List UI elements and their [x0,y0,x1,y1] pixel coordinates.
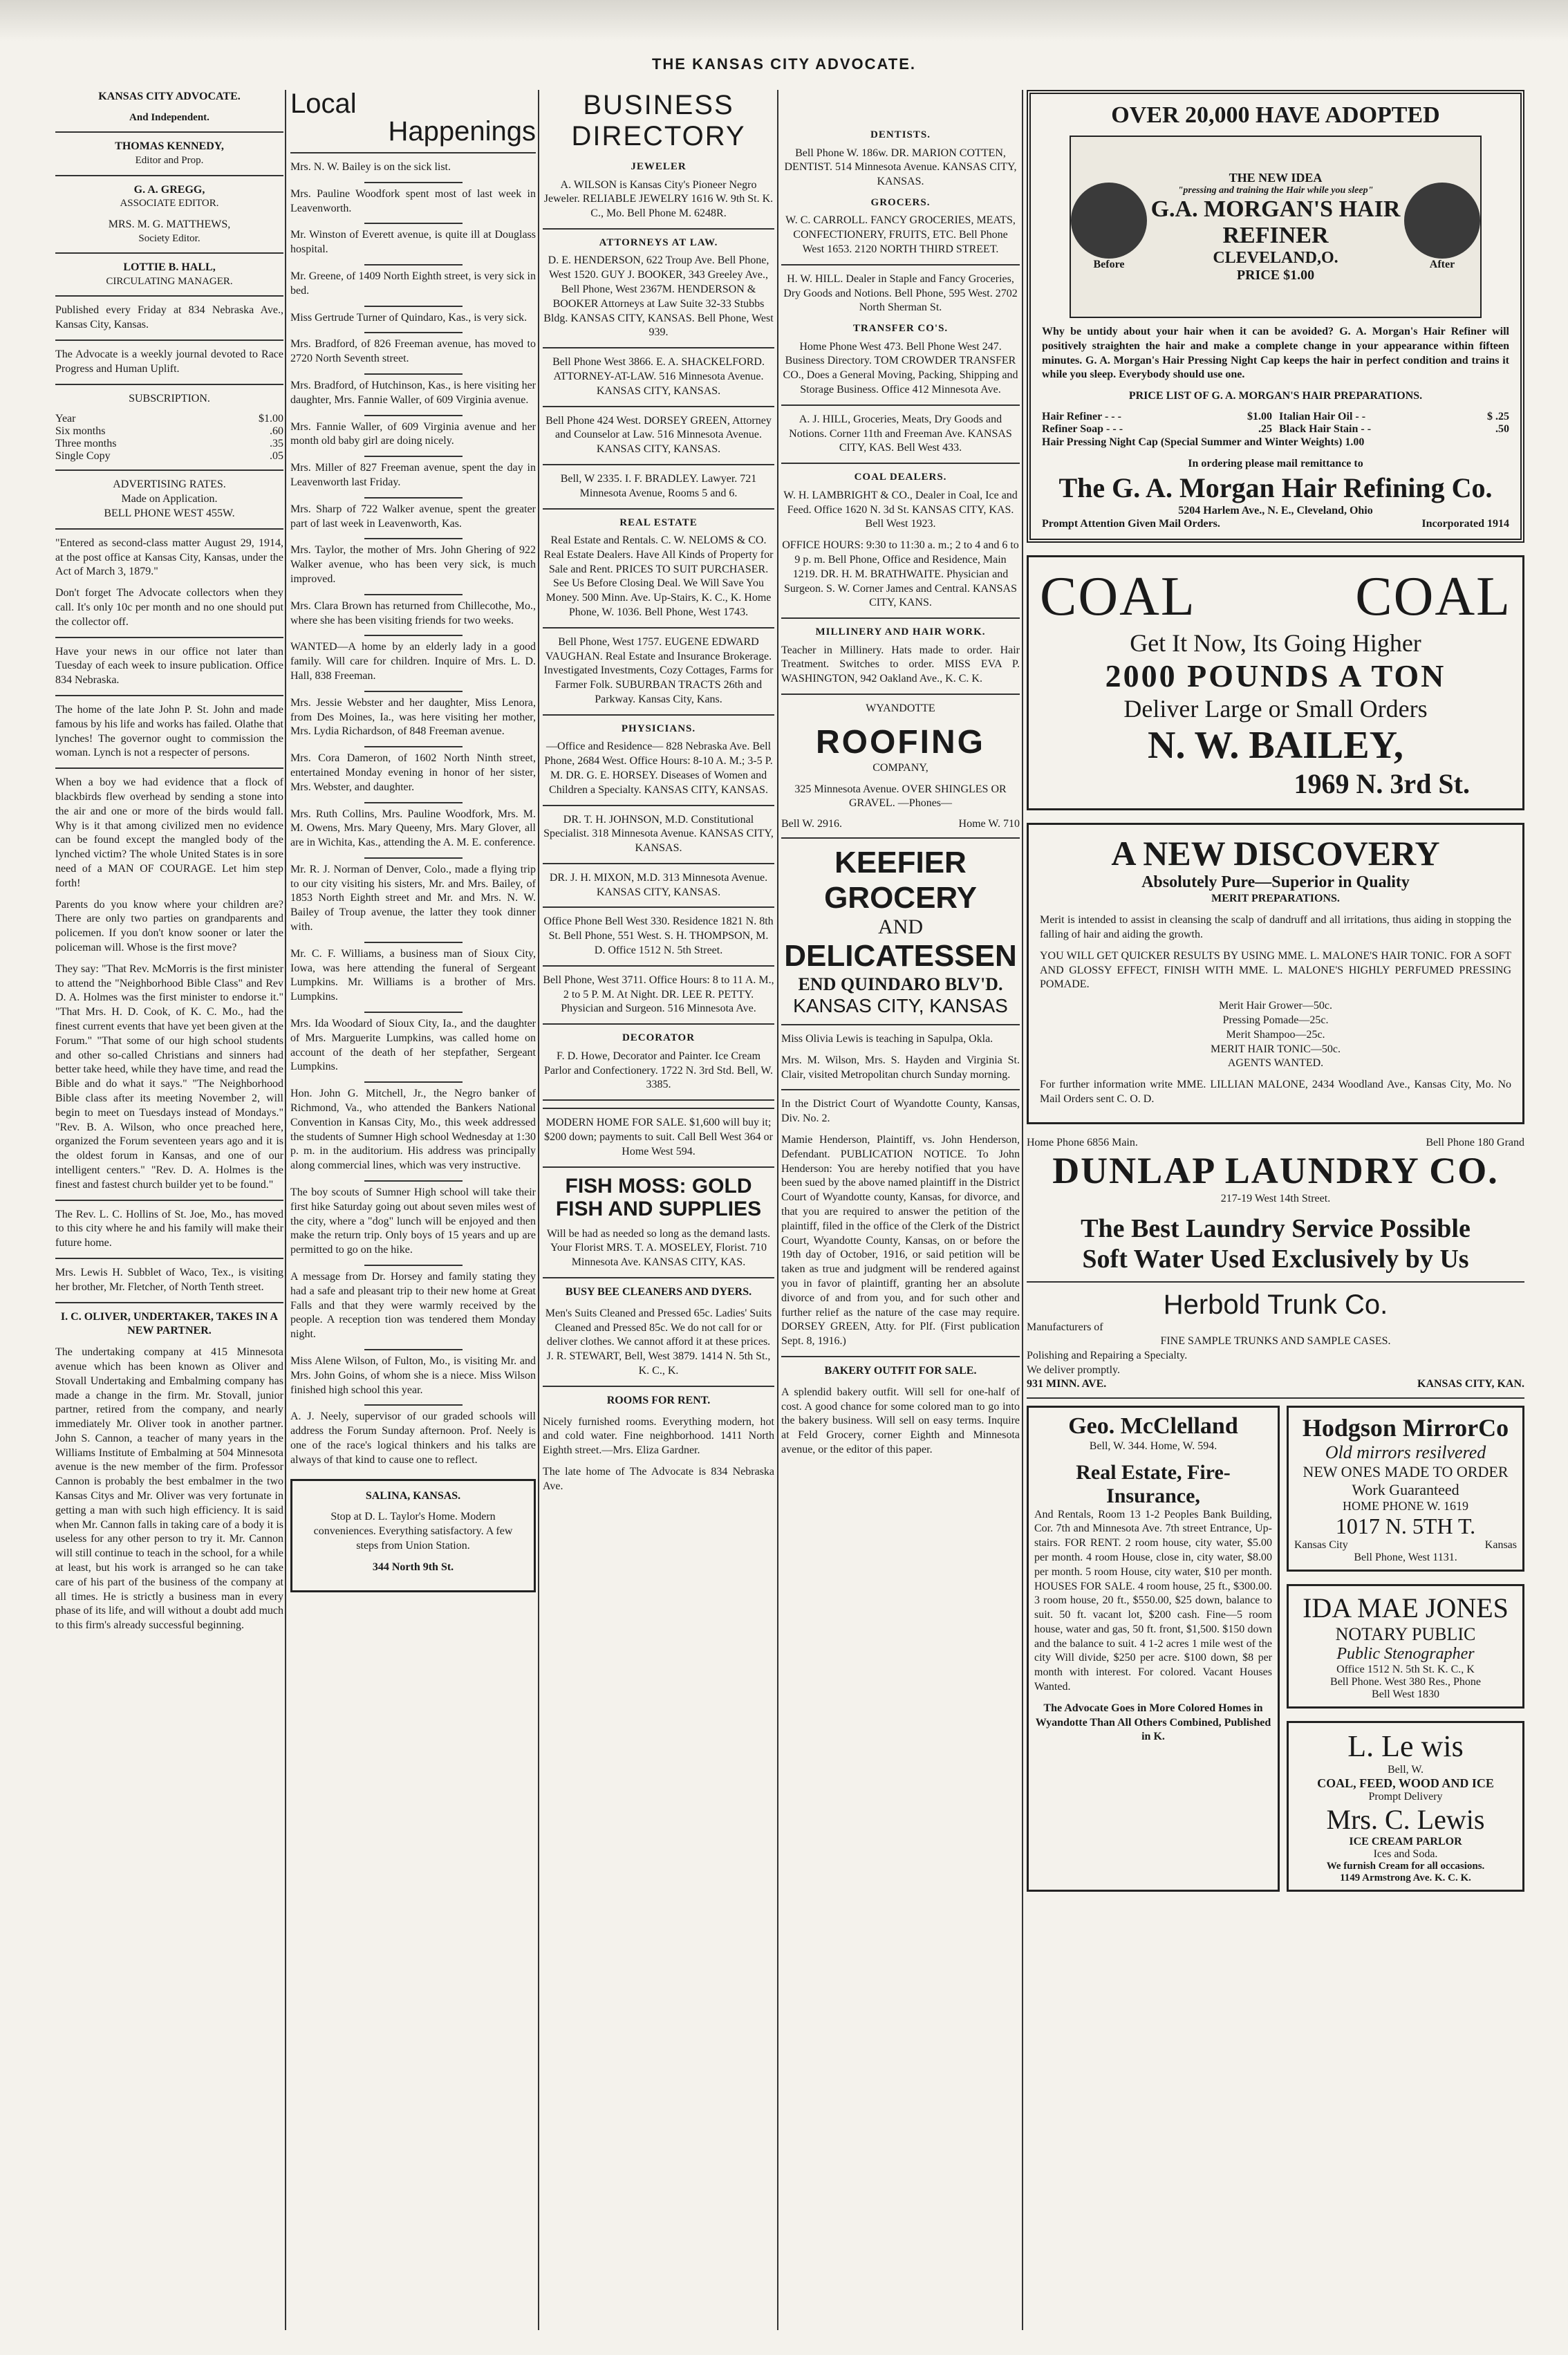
directory-heading: REAL ESTATE [619,516,698,528]
busy-bee-heading: BUSY BEE CLEANERS AND DYERS. [565,1285,752,1298]
court-notice: Mamie Henderson, Plaintiff, vs. John Henderson, Defendant. PUBLICATION NOTICE. To John Henderson: You are hereby notified that you have been sued by the above named plaintiff in the District Court of Wyandotte county, Kansas, for divorce, and that you are required to answer the petition of the plaintiff, filed in the office of the Clerk of the District Court, Wyandotte County, Kansas, on or before the 19th day of October, 1916, or said petition will be taken as true and judgment will be rendered against you in favor of plaintiff, granting her an absolute divorce of and from you, and for such other and further relief as the nature of the case may require. DORSEY GREEN, Atty. for Plf. (First publication Sept. 8, 1916.) [781,1133,1020,1348]
published-note: Published every Friday at 834 Nebraska Ave., Kansas City, Kansas. [55,304,283,331]
after-label: After [1429,259,1455,270]
staff-name: LOTTIE B. HALL, [123,261,216,274]
bottom-ads-row [1027,1406,1524,1904]
local-item: Mrs. Sharp of 722 Walker avenue, spent the greater part of last week in Leavenworth, Kas. [290,503,536,530]
salina-heading: SALINA, KANSAS. [365,1489,461,1502]
item-separator [364,264,463,266]
page-top-edge [0,0,1568,41]
millinery-heading: MILLINERY AND HAIR WORK. [815,626,986,638]
directory-entry: Bell Phone, West 3711. Office Hours: 8 to 11 A. M., 2 to 5 P. M. At Night. DR. LEE R. PETTY. Physician and Surgeon. 516 Minnesota Ave. [543,974,774,1015]
remit-note: In ordering please mail remittance to [1188,457,1363,469]
paper-subtitle: And Independent. [129,111,209,123]
advertising-line: Made on Application. [121,493,218,505]
item-separator [364,594,463,595]
dunlap-title: DUNLAP LAUNDRY CO. [1052,1149,1499,1191]
sub-label: Year [55,413,76,425]
herbold-repair: Polishing and Repairing a Specialty. [1027,1350,1188,1362]
lewis-ad [1287,1721,1524,1892]
column-rule [1022,90,1023,2330]
hodgson-address: 1017 N. 5TH T. [1335,1513,1476,1538]
bakery-text: A splendid bakery outfit. Will sell for one-half of cost. A good chance for some colored man to go into the bakery business. Will sell on easy terms. Inquire at Feld Grocery, corner Eighth and Minnesota avenue, or the editor of this paper. [781,1386,1020,1455]
discovery-info: For further information write MME. LILLIAN MALONE, 2434 Woodland Ave., Kansas City, Mo. No Mail Orders sent C. O. D. [1040,1079,1511,1105]
price-value: $1.00 [1247,410,1272,422]
mcclelland-ad [1027,1406,1280,1892]
discovery-ad [1027,823,1524,1124]
column-business-directory [543,90,774,1501]
salina-address: 344 North 9th St. [372,1561,454,1573]
keefier-delicatessen: DELICATESSEN [784,939,1017,974]
directory-entry: Real Estate and Rentals. C. W. NELOMS & CO. Real Estate Dealers. Have All Kinds of Property for Sale and Rent. PRICES TO SUIT PURCHASER. See Us Before Closing Deal. We Will Save You Money. 500 Minn. Ave. Up-Stairs, K. C., K. Home Phone, W. 1036. Bell Phone, West 1743. [543,534,774,619]
directory-heading: DECORATOR [622,1032,696,1044]
directory-separator [543,863,774,864]
directory-entry: D. E. HENDERSON, 622 Troup Ave. Bell Phone, West 1520. GUY J. BOOKER, 343 Greeley Ave., Bell Phone, West 2367M. HENDERSON & BOOKER Attorneys at Law Suite 32-33 Stubbs Bldg. KANSAS CITY, KANSAS. Bell Phone, West 939. [543,254,774,339]
staff-name: G. A. GREGG, [133,183,205,196]
directory-separator [543,406,774,407]
price-value: .25 [1258,422,1272,435]
price-row [1042,411,1509,423]
discovery-heading: A NEW DISCOVERY [1111,834,1440,873]
coal-bailey: N. W. BAILEY, [1148,724,1403,767]
directory-separator [543,1023,774,1025]
local-item: Mrs. Bradford, of Hutchinson, Kas., is here visiting her daughter, Mrs. Fannie Waller, of 609 Virginia avenue. [290,379,536,406]
ida-office: Office 1512 N. 5th St. K. C., K [1336,1663,1475,1675]
mcclelland-heading: Geo. McClelland [1068,1413,1238,1439]
mcclelland-goes: The Advocate Goes in More Colored Homes in Wyandotte Than All Others Combined, Published in K. [1035,1702,1271,1743]
entered-note: "Entered as second-class matter August 29, 1914, at the post office at Kansas City, Kansas, under the Act of March 3, 1879." [55,537,283,578]
lewis-mrs: Mrs. C. Lewis [1326,1803,1485,1835]
salina-box [290,1479,536,1592]
directory-separator [543,965,774,967]
staff-role: Editor and Prop. [135,155,204,167]
morgan-heading: OVER 20,000 HAVE ADOPTED [1111,102,1440,128]
dunlap-home-phone: Home Phone 6856 Main. [1027,1136,1138,1148]
local-item: Mrs. N. W. Bailey is on the sick list. [290,161,451,173]
late-home-note: The late home of The Advocate is 834 Nebraska Ave. [543,1465,774,1492]
oliver-heading: I. C. OLIVER, UNDERTAKER, TAKES IN A NEW PARTNER. [60,1310,279,1337]
price-list-heading: PRICE LIST OF G. A. MORGAN'S HAIR PREPARATIONS. [1128,390,1423,402]
hodgson-phone: HOME PHONE W. 1619 [1342,1498,1468,1513]
local-item: WANTED—A home by an elderly lady in a good family. Will care for children. Inquire of Mrs. L. D. Hall, 838 Freeman. [290,641,536,682]
item-separator [364,1265,463,1266]
directory-entry: A. WILSON is Kansas City's Pioneer Negro Jeweler. RELIABLE JEWELRY 1616 W. 9th St. K. C., Mo. Bell Phone M. 6248R. [543,178,774,220]
hodgson-bell: Bell Phone, West 1131. [1354,1551,1457,1563]
coal-dealers-heading: COAL DEALERS. [854,472,947,483]
item-separator [364,691,463,692]
directory-entry: Bell Phone, West 1757. EUGENE EDWARD VAUGHAN. Real Estate and Insurance Brokerage. Investigated Investments, Cozy Cottages, Farms for Farmer Folk. SUBURBAN TRACTS 26th and Parkway. Kansas City, Kans. [543,635,774,706]
morgan-company: The G. A. Morgan Hair Refining Co. [1058,472,1493,503]
directory-separator [543,1099,774,1101]
herbold-fine: FINE SAMPLE TRUNKS AND SAMPLE CASES. [1160,1335,1391,1348]
ida-mae-jones-ad [1287,1584,1524,1709]
directory-entry: F. D. Howe, Decorator and Painter. Ice Cream Parlor and Confectionery. 1722 N. 3rd Std. Bell, W. 3385. [544,1050,773,1091]
directory-heading: JEWELER [631,161,687,172]
staff-role: Society Editor. [138,232,200,244]
dentists-text: Bell Phone W. 186w. DR. MARION COTTEN, DENTIST. 514 Minnesota Avenue. KANSAS CITY, KANSAS. [784,147,1017,188]
local-item: Mr. R. J. Norman of Denver, Colo., made a flying trip to our city visiting his sisters, Mr. and Mrs. Bailey, of 1853 North Eighth street and Mr. and Mrs. N. W. Bailey of Troup avenue, the latter they took dinner with. [290,863,536,933]
local-item: Mrs. Miller of 827 Freeman avenue, spent the day in Leavenworth last Friday. [290,462,536,488]
coal-word-right: COAL [1355,566,1511,628]
wyandotte-label: WYANDOTTE [866,702,935,715]
directory-entry: Office Phone Bell West 330. Residence 1821 N. 8th St. Bell Phone, 551 West. S. H. THOMPSON, M. D. Office 1512 N. 5th Street. [543,915,774,957]
directory-entry: DR. J. H. MIXON, M.D. 313 Minnesota Avenue. KANSAS CITY, KANSAS. [549,871,768,898]
sub-label: Single Copy [55,450,111,463]
item-separator [364,1404,463,1406]
item-separator [364,223,463,224]
sub-price: $1.00 [259,413,283,425]
herbold-ad [1027,1290,1524,1390]
dunlap-bell-phone: Bell Phone 180 Grand [1426,1136,1524,1148]
directory-separator [543,508,774,510]
logo-price: PRICE $1.00 [1236,267,1315,283]
directory-entry: Bell Phone West 3866. E. A. SHACKELFORD. ATTORNEY-AT-LAW. 516 Minnesota Avenue. KANSAS CITY, KANSAS. [552,356,765,397]
after-portrait [1404,183,1480,259]
sub-price: .60 [270,425,283,438]
herbold-deliver: We deliver promptly. [1027,1363,1120,1376]
paper-name: KANSAS CITY ADVOCATE. [98,91,241,102]
directory-separator [543,464,774,465]
local-item: Mrs. Ida Woodard of Sioux City, Ia., and the daughter of Mrs. Marguerite Lumpkins, was called home on account of the death of her stepfather, Sergeant Lumpkins. [290,1018,536,1073]
salina-text: Stop at D. L. Taylor's Home. Modern conveniences. Everything satisfactory. A few steps from Union Station. [313,1511,513,1552]
sub-label: Six months [55,425,106,438]
coal-pounds: 2000 POUNDS A TON [1105,658,1446,694]
column-advertisements [1027,90,1524,1904]
discovery-quicker: YOU WILL GET QUICKER RESULTS BY USING MME. L. MALONE'S HAIR TONIC. FOR A SOFT AND GLOSSY EFFECT, FINISH WITH MME. L. MALONE'S HIGHLY PERFUMED PRESSING POMADE. [1040,949,1511,991]
transfer-heading: TRANSFER CO'S. [852,323,949,335]
herbold-manufacturers: Manufacturers of [1027,1321,1103,1333]
keefier-and: AND [878,915,923,939]
rooms-text: Nicely furnished rooms. Everything modern, hot and cold water. Fine neighborhood. 1411 North Eighth street.—Mrs. Eliza Gardner. [543,1415,774,1457]
column-rule [777,90,778,2330]
morgan-address: 5204 Harlem Ave., N. E., Cleveland, Ohio [1178,504,1373,516]
mcclelland-sub: Real Estate, Fire-Insurance, [1076,1460,1231,1507]
local-items-list [290,160,536,1468]
lewis-prompt: Prompt Delivery [1368,1790,1443,1803]
logo-top-text: THE NEW IDEA [1229,170,1323,185]
article-wilson: Mrs. M. Wilson, Mrs. S. Hayden and Virginia St. Clair, visited Metropolitan church Sunday morning. [781,1054,1020,1081]
item-separator [364,373,463,375]
staff-name: MRS. M. G. MATTHEWS, [108,218,231,230]
lewis-ice: ICE CREAM PARLOR [1349,1835,1462,1847]
before-portrait [1071,183,1147,259]
local-item: A. J. Neely, supervisor of our graded schools will address the Forum Sunday afternoon. Prof. Neely is one of the race's logical thinkers and his talks are always of that kind to cause one to reflect. [290,1411,536,1466]
dentists-heading: DENTISTS. [870,129,931,140]
business-directory-title: BUSINESS DIRECTORY [571,90,746,151]
hodgson-ad [1287,1406,1524,1572]
sub-price: .35 [270,438,283,450]
article-subblet: Mrs. Lewis H. Subblet of Waco, Tex., is visiting her brother, Mr. Fletcher, of North Tenth street. [55,1266,283,1293]
discovery-item: AGENTS WANTED. [1227,1057,1324,1070]
night-cap-price: Hair Pressing Night Cap (Special Summer and Winter Weights) 1.00 [1042,436,1365,448]
devoted-note: The Advocate is a weekly journal devoted to Race Progress and Human Uplift. [55,348,283,375]
ida-bell: Bell Phone. West 380 Res., Phone [1330,1675,1481,1688]
item-separator [364,1349,463,1350]
local-item: Mrs. Fannie Waller, of 609 Virginia avenue and her month old baby girl are doing nicely. [290,420,536,447]
hodgson-sub: Old mirrors resilvered [1325,1442,1486,1462]
local-item: Mrs. Pauline Woodfork spent most of last week in Leavenworth. [290,187,536,214]
discovery-item: MERIT HAIR TONIC—50c. [1211,1043,1341,1055]
modern-home-ad: MODERN HOME FOR SALE. $1,600 will buy it; $200 down; payments to suit. Call Bell West 364 or Home West 594. [544,1117,773,1157]
advertising-phone: BELL PHONE WEST 455W. [104,508,235,520]
discovery-subheading: Absolutely Pure—Superior in Quality [1141,873,1410,892]
directory-separator [543,906,774,908]
local-item: Miss Gertrude Turner of Quindaro, Kas., is very sick. [290,311,528,324]
before-label: Before [1093,259,1125,270]
dunlap-ad [1027,1137,1524,1274]
item-separator [364,182,463,183]
local-item: Mrs. Jessie Webster and her daughter, Miss Lenora, from Des Moines, Ia., was here visiting her mother, Mrs. Lydia Richardson, of 848 Freeman avenue. [290,696,536,738]
roofing-phone-bell: Bell W. 2916. [781,818,843,830]
hodgson-work: Work Guaranteed [1352,1480,1459,1498]
item-separator [364,456,463,457]
directory-separator [543,228,774,230]
herbold-city: KANSAS CITY, KAN. [1417,1377,1524,1390]
logo-arc-text: "pressing and training the Hair while you sleep" [1177,185,1374,196]
local-item: Miss Alene Wilson, of Fulton, Mo., is visiting Mr. and Mrs. John Goins, of whom she is a niece. Miss Wilson finished high school this year. [290,1355,536,1396]
price-label: Italian Hair Oil - - [1279,410,1366,422]
fish-heading: FISH MOSS: GOLD FISH AND SUPPLIES [555,1174,762,1220]
column-local-happenings [290,90,536,1605]
hodgson-new: NEW ONES MADE TO ORDER [1303,1462,1509,1480]
morgan-logo-center [1147,171,1404,283]
right-bottom-ads [1287,1406,1524,1904]
advertising-heading: ADVERTISING RATES. [113,478,226,491]
directory-heading: ATTORNEYS AT LAW. [599,236,718,248]
logo-name: G.A. MORGAN'S HAIR REFINER [1150,196,1401,248]
item-separator [364,857,463,859]
morgan-ad [1027,90,1524,543]
local-item: A message from Dr. Horsey and family stating they had a safe and pleasant trip to their new home at Great Falls and that they were warmly received by the people. A reception tion was tendered them Monday night. [290,1271,536,1341]
price-row [1042,423,1509,436]
lewis-furnish: We furnish Cream for all occasions. [1326,1860,1485,1872]
directory-entry: Bell, W 2335. I. F. BRADLEY. Lawyer. 721 Minnesota Avenue, Rooms 5 and 6. [560,472,757,499]
local-title: Local [290,90,357,119]
article-forum: They say: "That Rev. McMorris is the first minister to attend the "Neighborhood Bible Class" and Rev D. A. Holmes was the first minister to endorse it." "That Mrs. H. D. Cook, of K. C. Mo., had the finest current events that have yet been given at the Forum." "That some of our high school students and other so-called Christians and sinners had better take heed, while they have time, and read the Bible and do what it says." "The Neighborhood Bible class after its meeting November 2, will begin to meet on Tuesdays instead of Mondays." "Rev. B. A. Wilson, who once preached here, organized the Forum seventeen years ago and it is the oldest forum in Kansas, and one of our intelligent centers." "Rev. D. A. Holmes is the finest and fastest church builder yet to be found." [55,962,283,1191]
column-rule [538,90,539,2330]
price-label: Hair Refiner - - - [1042,410,1121,422]
item-separator [364,415,463,416]
staff-role: CIRCULATING MANAGER. [106,275,233,287]
directory-separator [543,347,774,348]
grocers-heading: GROCERS. [870,196,931,208]
hodgson-heading: Hodgson MirrorCo [1302,1413,1509,1442]
morgan-incorporated: Incorporated 1914 [1421,518,1509,530]
sub-price: .05 [270,450,283,463]
item-separator [364,306,463,307]
morgan-prompt: Prompt Attention Given Mail Orders. [1042,518,1220,530]
article-parents: Parents do you know where your children are? There are only two parties on grandparents and policemen. If you don't know sooner or later the policeman will. Whose is the first move? [55,898,283,953]
ida-steno: Public Stenographer [1336,1644,1475,1663]
local-item: Hon. John G. Mitchell, Jr., the Negro banker of Richmond, Va., who attended the Bankers National Convention in Kansas City, Mo., this week addressed the students of Sumner High school Wednesday at 1:30 p. m. in the auditorium. His address was principally along commercial lines, which was very instructive. [290,1088,536,1172]
discovery-item: Merit Shampoo—25c. [1226,1028,1325,1041]
item-separator [364,332,463,333]
happenings-title: Happenings [388,116,536,147]
directory-entry: Bell Phone 424 West. DORSEY GREEN, Attorney and Counselor at Law. 516 Minnesota Avenue. KANSAS CITY, KANSAS. [545,414,772,456]
article-olivia-lewis: Miss Olivia Lewis is teaching in Sapulpa, Okla. [781,1032,993,1045]
lewis-address: 1149 Armstrong Ave. K. C. K. [1340,1872,1471,1883]
coal-ad [1027,555,1524,810]
logo-city: CLEVELAND,O. [1213,248,1338,267]
local-item: Mr. Greene, of 1409 North Eighth street, is very sick in bed. [290,270,536,297]
price-label: Refiner Soap - - - [1042,422,1123,435]
coal-word-left: COAL [1040,566,1196,628]
local-item: Mr. C. F. Williams, a business man of Sioux City, Iowa, was here attending the funeral of Sergeant Lumpkins. Mr. Williams is a brother of Mrs. Lumpkins. [290,947,536,1003]
herbold-title: Herbold Trunk Co. [1163,1289,1388,1320]
local-item: Mrs. Bradford, of 826 Freeman avenue, has moved to 2720 North Seventh street. [290,338,536,365]
morgan-logo [1070,136,1482,318]
column-rule [285,90,286,2330]
hodgson-kc: Kansas City [1294,1538,1348,1551]
grocers-carroll: W. C. CARROLL. FANCY GROCERIES, MEATS, CONFECTIONERY, FRUITS, ETC. Bell Phone West 1653. 2120 NORTH THIRD STREET. [785,214,1016,255]
roofing-title: ROOFING [816,723,985,761]
keefier-address: END QUINDARO BLV'D. [798,974,1003,994]
morgan-text: Why be untidy about your hair when it can be avoided? G. A. Morgan's Hair Refiner will positively straighten the hair and make a complete change in your appearance within fifteen minutes. G. A. Morgan's Hair Pressing Night Cap keeps the hair in perfect condition and trains it while you sleep. Everybody should use one. [1042,326,1509,381]
roofing-address: 325 Minnesota Avenue. OVER SHINGLES OR GRAVEL. —Phones— [794,783,1007,810]
keefier-grocery: KEEFIER GROCERY [824,846,977,915]
collector-note: Don't forget The Advocate collectors when they call. It's only 10c per month and no one should put the collector off. [55,587,283,628]
directory-separator [543,627,774,629]
sub-label: Three months [55,438,117,450]
item-separator [364,746,463,747]
directory-separator [543,714,774,716]
rooms-heading: ROOMS FOR RENT. [606,1394,711,1406]
item-separator [364,635,463,636]
local-item: Mrs. Cora Dameron, of 1602 North Ninth street, entertained Monday evening in honor of her sister, Mrs. Webster, and daughter. [290,752,536,793]
item-separator [364,1081,463,1083]
coal-deliver: Deliver Large or Small Orders [1123,695,1428,723]
local-item: Mrs. Ruth Collins, Mrs. Pauline Woodfork, Mrs. M. M. Owens, Mrs. Mary Queeny, Mrs. Mary Glover, all are in Wichita, Kas., attending the A. M. E. conference. [290,808,536,849]
lewis-bell: Bell, W. [1387,1763,1424,1776]
ida-bell2: Bell West 1830 [1372,1688,1439,1700]
item-separator [364,802,463,803]
herbold-address: 931 MINN. AVE. [1027,1377,1107,1390]
office-hours-text: OFFICE HOURS: 9:30 to 11:30 a. m.; 2 to 4 and 6 to 9 p. m. Bell Phone, Office and Residence, Main 1219. DR. H. M. BRATHWAITE. Physician and Surgeon. S. W. Corner James and Central. KANSAS CITY, KANS. [782,539,1019,609]
article-oliver: The undertaking company at 415 Minnesota avenue which has been known as Oliver and Stovall Undertaking and Embalming company has made a change in the firm. Mr. Stovall, junior partner, retired from the company, and nearly immediately Mr. Oliver took in another partner. John S. Cannon, a teacher of many years in the Williams Institute of Embalming at 504 Minnesota avenue is the new member of the firm. Professor Cannon is probably the best embalmer in the two Kansas Citys and Mr. Oliver was very fortunate in getting a man with such high efficiency. It is said when Mr. Cannon falls in taking care of a body it is useless for any other person to try it. Mr. Cannon will still continue to teach in the school, for a while at least, but his work is arranged so he can take care of his part of the business of the company at all times. He is strictly a business man in every phase of its life, and will without a doubt add much to this firm's already successful beginning. [55,1346,283,1632]
discovery-item: Merit Hair Grower—50c. [1219,1000,1332,1012]
mcclelland-phones: Bell, W. 344. Home, W. 594. [1089,1440,1217,1452]
local-item: Mr. Winston of Everett avenue, is quite ill at Douglass hospital. [290,229,536,256]
column-directory-right [781,90,1020,1464]
discovery-merit: MERIT PREPARATIONS. [1211,893,1340,905]
news-note: Have your news in our office not later than Tuesday of each week to insure publication. Office 834 Nebraska. [55,645,283,687]
coal-address: 1969 N. 3rd St. [1294,768,1470,800]
directory-separator [543,805,774,806]
discovery-text: Merit is intended to assist in cleansing the scalp of dandruff and all irritations, thus aiding in stopping the falling of hair and aiding the growth. [1040,914,1511,940]
staff-name: THOMAS KENNEDY, [115,140,224,153]
ida-heading: IDA MAE JONES [1303,1592,1509,1623]
dunlap-address: 217-19 West 14th Street. [1220,1192,1331,1204]
price-value: $ .25 [1487,410,1509,422]
coal-dealers-text: W. H. LAMBRIGHT & CO., Dealer in Coal, Ice and Feed. Office 1620 N. 3d St. KANSAS CITY, KAS. Bell West 1923. [783,489,1018,530]
article-lynch: The home of the late John P. St. John and made famous by his life and works has failed. Olathe that lynches! The governor ought to commission the woman. Lynch is not a respecter of persons. [55,704,283,759]
dunlap-soft: Soft Water Used Exclusively by Us [1082,1244,1469,1274]
local-item: The boy scouts of Sumner High school will take their first hike Saturday going out about seven miles west of the city, where a "dog" lunch will be enjoyed and then make the return trip. Only boys of 15 years and up are permitted to go on the hike. [290,1186,536,1256]
item-separator [364,1180,463,1182]
masthead: THE KANSAS CITY ADVOCATE. [651,55,917,73]
local-item: Mrs. Clara Brown has returned from Chillecothe, Mo., where she has been visiting friends for two weeks. [290,599,536,626]
item-separator [364,538,463,539]
item-separator [364,1012,463,1013]
discovery-item: Pressing Pomade—25c. [1222,1014,1329,1026]
hill-groceries: A. J. HILL, Groceries, Meats, Dry Goods and Notions. Corner 11th and Freeman Ave. KANSAS CITY, KAS. Bell West 433. [789,413,1012,454]
staff-role: ASSOCIATE EDITOR. [120,198,219,210]
fish-text: Will be had as needed so long as the demand lasts. Your Florist MRS. T. A. MOSELEY, Florist. 710 Minnesota Ave. KANSAS CITY, KAS. [546,1227,771,1269]
local-item: Mrs. Taylor, the mother of Mrs. John Ghering of 922 Walker avenue, who has been very sick, is much improved. [290,544,536,585]
lewis-heading: L. Le wis [1347,1729,1464,1763]
roofing-company: COMPANY, [872,761,928,774]
price-value: .50 [1495,422,1509,435]
directory-heading: PHYSICIANS. [621,723,696,734]
court-heading: In the District Court of Wyandotte County, Kansas, Div. No. 2. [781,1098,1020,1125]
coal-going-higher: Get It Now, Its Going Higher [1130,629,1421,658]
subscription-table [55,413,283,463]
busy-bee-text: Men's Suits Cleaned and Pressed 65c. Ladies' Suits Cleaned and Pressed 85c. We do not call for or deliver clothes. We cannot afford it at these prices. J. R. STEWART, Bell, West 3879. 1414 N. 5th St., K. C., K. [545,1307,772,1377]
bakery-heading: BAKERY OUTFIT FOR SALE. [824,1364,977,1377]
directory-entry: —Office and Residence— 828 Nebraska Ave. Bell Phone, 2684 West. Office Hours: 8-10 A. M.; 3-5 P. M. DR. G. E. HORSEY. Diseases of Women and Children a Specialty. KANSAS CITY, KANSAS. [544,741,773,796]
staff-list [55,140,283,288]
subscription-heading: SUBSCRIPTION. [129,392,210,404]
directory-entry: DR. T. H. JOHNSON, M.D. Constitutional Specialist. 318 Minnesota Avenue. KANSAS CITY, KANSAS. [543,813,774,855]
millinery-text: Teacher in Millinery. Hats made to order. Hair Treatment. Switches to order. MISS EVA P. WASHINGTON, 942 Oakland Ave., K. C. K. [781,644,1020,685]
article-hollins: The Rev. L. C. Hollins of St. Joe, Mo., has moved to this city where he and his family will make their future home. [55,1208,283,1249]
dunlap-best: The Best Laundry Service Possible [1081,1213,1471,1243]
transfer-text: Home Phone West 473. Bell Phone West 247. Business Directory. TOM CROWDER TRANSFER CO., Does a General Moving, Packing, Shipping and Storage Business. Office 412 Minnesota Ave. [783,340,1018,396]
lewis-ices: Ices and Soda. [1373,1847,1438,1860]
grocers-hill: H. W. HILL. Dealer in Staple and Fancy Groceries, Dry Goods and Notions. Bell Phone, 595 West. 2702 North Sherman St. [783,272,1018,314]
article-blackbirds: When a boy we had evidence that a flock of blackbirds flew overhead by sending a stone into the air and one or more of the birds would fall. Why is it that among civilized men no evidence can be found except the mangled body of the lynched victim? The whole United States is in sore need of a MAN OF COURAGE. Let him step forth! [55,776,283,889]
lewis-coal: COAL, FEED, WOOD AND ICE [1317,1776,1494,1790]
column-masthead-editorial [55,90,283,1640]
price-label: Black Hair Stain - - [1279,422,1372,435]
ida-notary: NOTARY PUBLIC [1335,1623,1476,1644]
item-separator [364,497,463,499]
item-separator [364,942,463,943]
mcclelland-text: And Rentals, Room 13 1-2 Peoples Bank Building, Cor. 7th and Minnesota Ave. 7th street Entrance, Up-stairs. FOR RENT. 2 room house, city water, $5.00 per month. 4 room House, close in, city water, $8.00 per month. 5 room House, city water, $10 per month. HOUSES FOR SALE. 4 room house, 25 ft., $300.00. 3 room house, 20 ft., $550.00, $25 down, balance to suit. 50 ft. vacant lot, $200 cash. Fine—5 room house, water and gas, 50 ft. front, $1,500. $150 down and the balance to suit. 4 1-2 acres 1 mile west of the city Will divide, $250 per acre. $100 down, $8 per month with interest. For colored. Vacant Houses Wanted. [1034,1508,1272,1693]
roofing-phone-home: Home W. 710 [958,818,1020,830]
keefier-city: KANSAS CITY, KANSAS [793,994,1008,1016]
directory-sections [543,160,774,1101]
hodgson-kansas: Kansas [1484,1538,1517,1551]
